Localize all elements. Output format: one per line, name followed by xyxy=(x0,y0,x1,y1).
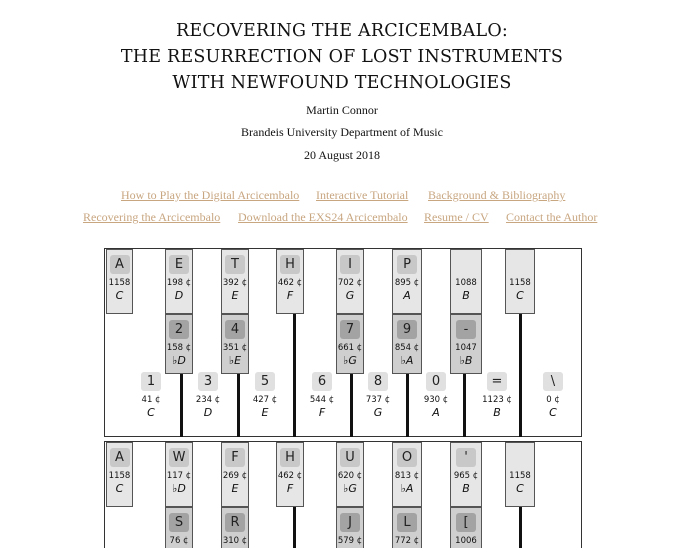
key-cap: ' xyxy=(456,448,476,467)
key-divider xyxy=(293,507,296,548)
key-cap: R xyxy=(225,513,245,532)
key-cap: 8 xyxy=(368,372,388,391)
natural-key-2[interactable] xyxy=(188,372,228,419)
key-lower-3[interactable] xyxy=(336,314,364,374)
key-cap: 7 xyxy=(340,320,360,339)
key2-lower-2[interactable] xyxy=(221,507,249,548)
note-name: G xyxy=(345,289,355,302)
nav-link-recovering[interactable]: Recovering the Arcicembalo xyxy=(83,210,221,224)
nav-link-interactive-tutorial[interactable]: Interactive Tutorial xyxy=(316,188,409,202)
note-name: B xyxy=(493,406,501,419)
cents-value: 1158 xyxy=(509,278,531,288)
note-name: ♭G xyxy=(343,482,357,495)
key-cap: L xyxy=(397,513,417,532)
natural-key-1[interactable] xyxy=(131,372,171,419)
cents-value: 427 ¢ xyxy=(252,395,278,405)
key-cap: H xyxy=(280,255,300,274)
cents-value: 117 ¢ xyxy=(166,471,192,481)
cents-value: 702 ¢ xyxy=(337,278,363,288)
key-cap: 4 xyxy=(225,320,245,339)
note-name: G xyxy=(373,406,383,419)
note-name: B xyxy=(462,289,470,302)
note-name: E xyxy=(261,406,269,419)
key-upper-1[interactable] xyxy=(106,249,133,314)
key-cap: 5 xyxy=(255,372,275,391)
natural-key-5[interactable] xyxy=(358,372,398,419)
key2-upper-2[interactable] xyxy=(165,442,193,507)
key-cap: 1 xyxy=(141,372,161,391)
note-name: ♭D xyxy=(172,482,186,495)
note-name: C xyxy=(516,289,524,302)
cents-value: 269 ¢ xyxy=(222,471,248,481)
cents-value: 620 ¢ xyxy=(337,471,363,481)
key-divider xyxy=(293,314,296,437)
key-cap: A xyxy=(110,448,130,467)
natural-key-3[interactable] xyxy=(245,372,285,419)
cents-value: 351 ¢ xyxy=(222,343,248,353)
note-name: D xyxy=(174,289,184,302)
key-cap: H xyxy=(280,448,300,467)
key2-upper-7[interactable] xyxy=(450,442,482,507)
note-name: D xyxy=(203,406,213,419)
key-cap: I xyxy=(340,255,360,274)
key-divider xyxy=(519,507,522,548)
page-title: RECOVERING THE ARCICEMBALO: THE RESURRECTION OF LOST INSTRUMENTS WITH NEWFOUND TECHNOLOGIES xyxy=(120,21,564,93)
nav-link-how-to-play[interactable]: How to Play the Digital Arcicembalo xyxy=(121,188,300,202)
key-cap: - xyxy=(456,320,476,339)
key-cap: 9 xyxy=(397,320,417,339)
key-upper-6[interactable] xyxy=(392,249,422,314)
key2-upper-8[interactable] xyxy=(505,442,535,507)
key-lower-2[interactable] xyxy=(221,314,249,374)
cents-value: 737 ¢ xyxy=(365,395,391,405)
note-name: E xyxy=(231,289,239,302)
note-name: A xyxy=(432,406,440,419)
note-name: F xyxy=(286,482,294,495)
cents-value: 76 ¢ xyxy=(169,536,189,546)
key-cap: 6 xyxy=(312,372,332,391)
key-cap: P xyxy=(397,255,417,274)
note-name: E xyxy=(231,482,239,495)
cents-value: 772 ¢ xyxy=(394,536,420,546)
note-name: C xyxy=(115,289,124,302)
key-cap: = xyxy=(487,372,507,391)
key-lower-5[interactable] xyxy=(450,314,482,374)
note-name: C xyxy=(115,482,124,495)
note-name: ♭E xyxy=(228,354,242,367)
cents-value: 0 ¢ xyxy=(546,395,560,405)
note-name: ♭B xyxy=(459,354,473,367)
key2-lower-4[interactable] xyxy=(392,507,422,548)
key2-upper-1[interactable] xyxy=(106,442,133,507)
natural-key-8[interactable] xyxy=(533,372,573,419)
nav-link-contact-author[interactable]: Contact the Author xyxy=(506,210,598,224)
cents-value: 198 ¢ xyxy=(166,278,192,288)
key-cap: F xyxy=(225,448,245,467)
cents-value: 1047 xyxy=(455,343,477,353)
cents-value: 895 ¢ xyxy=(394,278,420,288)
cents-value: 854 ¢ xyxy=(394,343,420,353)
key-lower-1[interactable] xyxy=(165,314,193,374)
key-cap: [ xyxy=(456,513,476,532)
publication-date: 20 August 2018 xyxy=(303,148,380,162)
key-cap: U xyxy=(340,448,360,467)
key2-lower-1[interactable] xyxy=(165,507,193,548)
cents-value: 930 ¢ xyxy=(423,395,449,405)
cents-value: 1158 xyxy=(509,471,531,481)
cents-value: 392 ¢ xyxy=(222,278,248,288)
note-name: F xyxy=(318,406,326,419)
key-upper-7[interactable] xyxy=(450,249,482,314)
key2-upper-6[interactable] xyxy=(392,442,422,507)
key-cap: W xyxy=(169,448,189,467)
key-cap: 3 xyxy=(198,372,218,391)
cents-value: 579 ¢ xyxy=(337,536,363,546)
cents-value: 462 ¢ xyxy=(277,278,303,288)
note-name: ♭A xyxy=(400,482,414,495)
cents-value: 813 ¢ xyxy=(394,471,420,481)
key-cap: J xyxy=(340,513,360,532)
note-name: C xyxy=(516,482,524,495)
key-upper-3[interactable] xyxy=(221,249,249,314)
note-name: ♭A xyxy=(400,354,414,367)
key-cap: 2 xyxy=(169,320,189,339)
cents-value: 1123 ¢ xyxy=(482,395,512,405)
key-cap: E xyxy=(169,255,189,274)
key-upper-8[interactable] xyxy=(505,249,535,314)
key-cap: A xyxy=(110,255,130,274)
key-cap: 0 xyxy=(426,372,446,391)
natural-key-4[interactable] xyxy=(302,372,342,419)
key-upper-2[interactable] xyxy=(165,249,193,314)
note-name: F xyxy=(286,289,294,302)
cents-value: 462 ¢ xyxy=(277,471,303,481)
author-name: Martin Connor xyxy=(306,103,378,117)
nav-link-background-bibliography[interactable]: Background & Bibliography xyxy=(428,188,566,202)
cents-value: 965 ¢ xyxy=(453,471,479,481)
nav-link-resume-cv[interactable]: Resume / CV xyxy=(424,210,489,224)
cents-value: 310 ¢ xyxy=(222,536,248,546)
cents-value: 234 ¢ xyxy=(195,395,221,405)
key2-upper-4[interactable] xyxy=(276,442,304,507)
cents-value: 1158 xyxy=(108,471,131,481)
key-cap: T xyxy=(225,255,245,274)
key-upper-5[interactable] xyxy=(336,249,364,314)
affiliation: Brandeis University Department of Music xyxy=(241,125,443,139)
natural-key-6[interactable] xyxy=(416,372,456,419)
key-lower-4[interactable] xyxy=(392,314,422,374)
cents-value: 41 ¢ xyxy=(141,395,161,405)
cents-value: 1088 xyxy=(455,278,477,288)
note-name: B xyxy=(462,482,470,495)
cents-value: 158 ¢ xyxy=(166,343,192,353)
cents-value: 544 ¢ xyxy=(309,395,335,405)
note-name: C xyxy=(147,406,155,419)
cents-value: 1006 xyxy=(455,536,477,546)
cents-value: 1158 xyxy=(108,278,131,288)
cents-value: 661 ¢ xyxy=(337,343,363,353)
key-cap: O xyxy=(397,448,417,467)
key-upper-4[interactable] xyxy=(276,249,304,314)
key2-upper-5[interactable] xyxy=(336,442,364,507)
key2-upper-3[interactable] xyxy=(221,442,249,507)
key-cap: \ xyxy=(543,372,563,391)
note-name: C xyxy=(549,406,557,419)
key-cap: S xyxy=(169,513,189,532)
note-name: ♭D xyxy=(172,354,186,367)
key-divider xyxy=(519,314,522,437)
key2-lower-3[interactable] xyxy=(336,507,364,548)
note-name: A xyxy=(403,289,411,302)
note-name: ♭G xyxy=(343,354,357,367)
key2-lower-5[interactable] xyxy=(450,507,482,548)
natural-key-7[interactable] xyxy=(477,372,517,419)
nav-link-download-exs24[interactable]: Download the EXS24 Arcicembalo xyxy=(238,210,408,224)
